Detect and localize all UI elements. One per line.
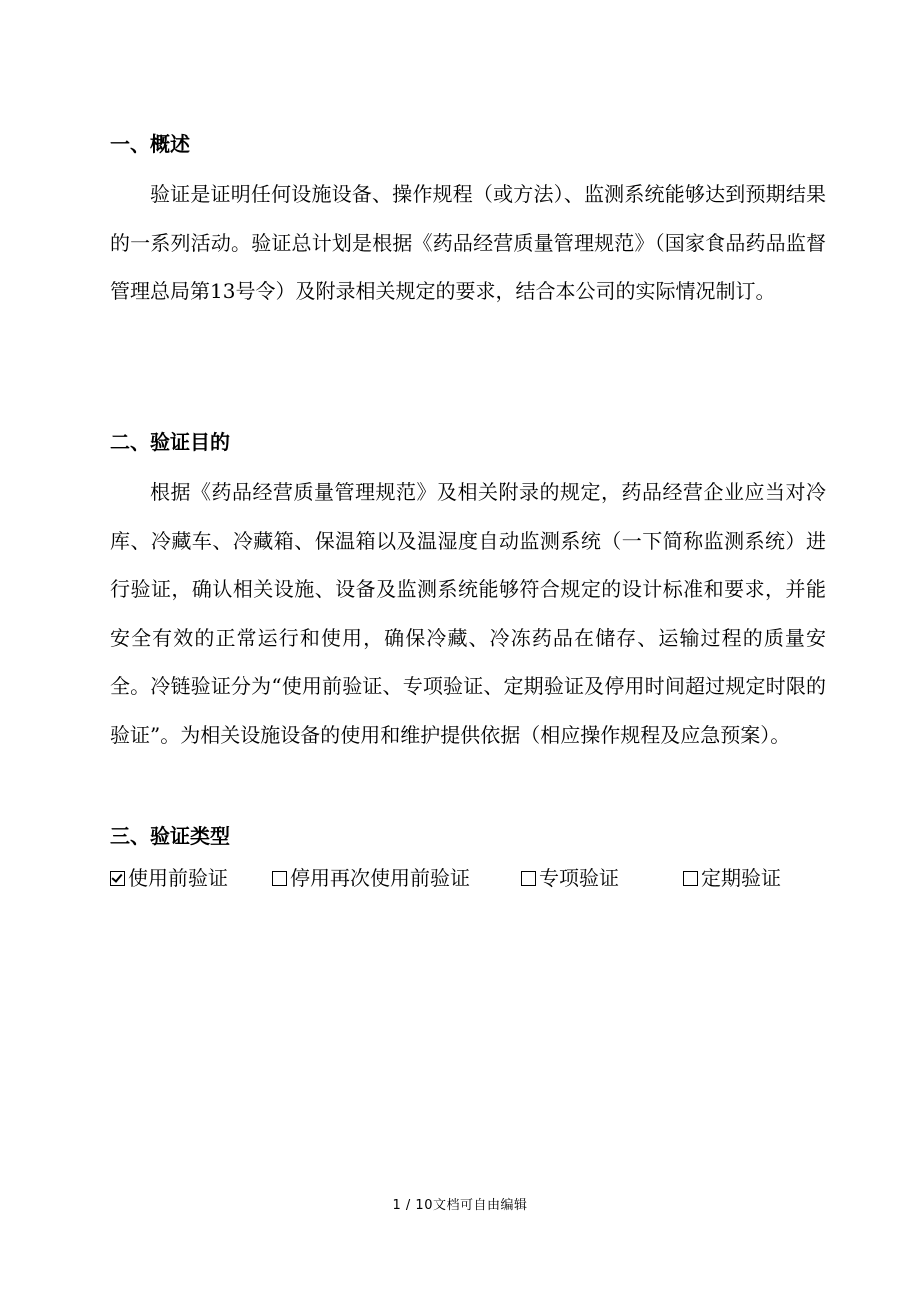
checkbox-icon[interactable]: [683, 871, 698, 886]
option-label: 停用再次使用前验证: [290, 866, 470, 890]
option-special[interactable]: [521, 862, 619, 894]
section-heading-purpose: 二、验证目的: [110, 430, 230, 454]
checkbox-icon[interactable]: [521, 871, 536, 886]
overview-paragraph: 验证是证明任何设施设备、操作规程（或方法）、监测系统能够达到预期结果的一系列活动。验证总计划是根据《药品经营质量管理规范》（国家食品药品监督管理总局第13号令）及附录相关规定的要求，结合本公司的实际情况制订。: [110, 182, 826, 303]
section-heading-overview: 一、概述: [110, 132, 190, 156]
option-label: 专项验证: [539, 866, 619, 890]
option-pre-use[interactable]: [110, 862, 228, 894]
page-footer: 1 / 10文档可自由编辑: [392, 1198, 528, 1213]
option-periodic[interactable]: [683, 862, 781, 894]
option-label: 定期验证: [701, 866, 781, 890]
purpose-paragraph: 根据《药品经营质量管理规范》及相关附录的规定，药品经营企业应当对冷库、冷藏车、冷藏箱、保温箱以及温湿度自动监测系统（一下简称监测系统）进行验证，确认相关设施、设备及监测系统能够符合规定的设计标准和要求，并能安全有效的正常运行和使用，确保冷藏、冷冻药品在储存、运输过程的质量安全。冷链验证分为“使用前验证、专项验证、定期验证及停用时间超过规定时限的验证”。为相关设施设备的使用和维护提供依据（相应操作规程及应急预案）。: [110, 480, 826, 747]
option-reuse-after-stop[interactable]: [272, 862, 470, 894]
option-label: 使用前验证: [128, 866, 228, 890]
checked-checkbox-icon[interactable]: [110, 871, 125, 886]
section-heading-types: 三、验证类型: [110, 824, 230, 848]
checkbox-icon[interactable]: [272, 871, 287, 886]
